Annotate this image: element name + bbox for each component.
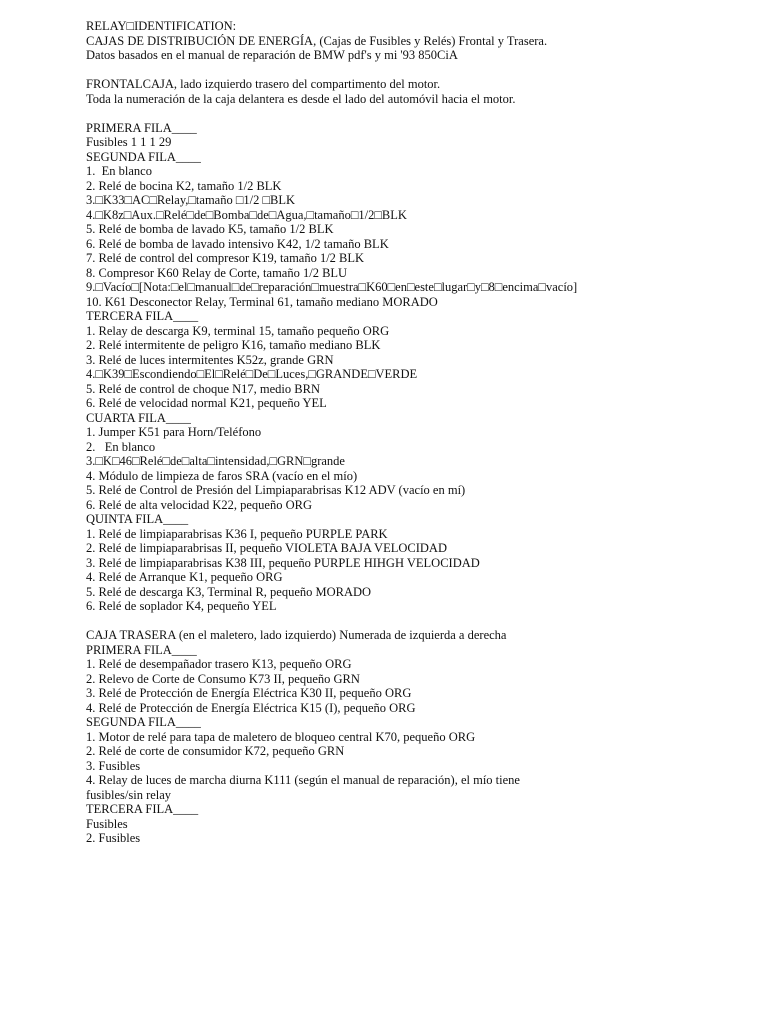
text-line: 6. Relé de soplador K4, pequeño YEL (86, 599, 277, 613)
text-line: Toda la numeración de la caja delantera es desde el lado del automóvil hacia el motor. (86, 91, 516, 106)
text-line: 3. Relé de Protección de Energía Eléctrica K30 II, pequeño ORG (86, 686, 412, 700)
text-line: SEGUNDA FILA____ (86, 149, 201, 164)
text-line: 1. Relé de desempañador trasero K13, pequeño ORG (86, 657, 352, 671)
text-line: 6. Relé de alta velocidad K22, pequeño ORG (86, 497, 312, 512)
text-line: 6. Relé de velocidad normal K21, pequeño YEL (86, 396, 327, 410)
text-line: 2. Relé de corte de consumidor K72, pequeño GRN (86, 744, 345, 758)
paragraph-gap (86, 106, 746, 121)
text-line: RELAY□IDENTIFICATION: (86, 19, 237, 33)
text-line: 4. Relé de Protección de Energía Eléctrica K15 (I), pequeño ORG (86, 700, 416, 715)
text-line: 7. Relé de control del compresor K19, tamaño 1/2 BLK (86, 251, 365, 265)
paragraph-gap (86, 614, 746, 629)
text-line: PRIMERA FILA____ (86, 120, 197, 135)
text-line: Fusibles 1 1 1 29 (86, 135, 172, 149)
text-line: 3. Relé de limpiaparabrisas K38 III, pequeño PURPLE HIHGH VELOCIDAD (86, 555, 480, 570)
text-line: 2. Relé de bocina K2, tamaño 1/2 BLK (86, 178, 282, 193)
text-line: CUARTA FILA____ (86, 410, 191, 425)
document-header (86, 19, 746, 63)
text-line: CAJA TRASERA (en el maletero, lado izquierdo) Numerada de izquierda a derecha (86, 628, 507, 642)
text-line: 1. Motor de relé para tapa de maletero de bloqueo central K70, pequeño ORG (86, 729, 476, 744)
text-line: 1. Relé de limpiaparabrisas K36 I, pequeño PURPLE PARK (86, 526, 388, 541)
text-line: 4. Relé de Arranque K1, pequeño ORG (86, 570, 283, 584)
text-line: fusibles/sin relay (86, 787, 172, 802)
text-line: FRONTALCAJA, lado izquierdo trasero del compartimento del motor. (86, 77, 441, 91)
text-line: 3. Relé de luces intermitentes K52z, grande GRN (86, 352, 334, 367)
text-line: 5. Relé de bomba de lavado K5, tamaño 1/2 BLK (86, 222, 334, 236)
text-line: 5. Relé de Control de Presión del Limpiaparabrisas K12 ADV (vacío en mí) (86, 483, 466, 497)
text-line: 1. Relay de descarga K9, terminal 15, tamaño pequeño ORG (86, 323, 390, 338)
text-line: 2. Fusibles (86, 831, 141, 845)
text-line: Fusibles (86, 816, 128, 831)
text-line: PRIMERA FILA____ (86, 642, 197, 657)
text-line: 2. Relé de limpiaparabrisas II, pequeño VIOLETA BAJA VELOCIDAD (86, 541, 447, 555)
paragraph-gap (86, 63, 746, 78)
text-line: 10. K61 Desconector Relay, Terminal 61, tamaño mediano MORADO (86, 294, 438, 309)
text-line: 3.□K□46□Relé□de□alta□intensidad,□GRN□grande (86, 454, 345, 468)
text-line: QUINTA FILA____ (86, 512, 189, 526)
text-line: 4.□K39□Escondiendo□El□Relé□De□Luces,□GRANDE□VERDE (86, 367, 418, 381)
text-line: 2. Relé intermitente de peligro K16, tamaño mediano BLK (86, 338, 381, 352)
text-line: 5. Relé de descarga K3, Terminal R, pequeño MORADO (86, 584, 372, 599)
rear-box-relay-list (86, 628, 746, 846)
text-line: TERCERA FILA____ (86, 802, 199, 816)
text-line: 8. Compresor K60 Relay de Corte, tamaño 1/2 BLU (86, 265, 348, 280)
text-line: 4.□K8z□Aux.□Relé□de□Bomba□de□Agua,□tamaño□1/2□BLK (86, 207, 407, 222)
text-line: 3. Fusibles (86, 758, 141, 773)
text-line: Datos basados en el manual de reparación de BMW pdf's y mi '93 850CiA (86, 48, 458, 62)
text-line: 3.□K33□AC□Relay,□tamaño □1/2 □BLK (86, 193, 296, 207)
front-box-relay-list (86, 121, 746, 614)
text-line: 1. Jumper K51 para Horn/Teléfono (86, 425, 262, 439)
document-body (86, 19, 746, 846)
front-box-intro (86, 77, 746, 106)
text-line: CAJAS DE DISTRIBUCIÓN DE ENERGÍA, (Cajas de Fusibles y Relés) Frontal y Trasera. (86, 33, 548, 48)
text-line: 2. Relevo de Corte de Consumo K73 II, pequeño GRN (86, 671, 360, 686)
text-line: 4. Relay de luces de marcha diurna K111 (según el manual de reparación), el mío tiene (86, 773, 520, 787)
text-line: 4. Módulo de limpieza de faros SRA (vacío en el mío) (86, 468, 358, 483)
text-line: 9.□Vacío□[Nota:□el□manual□de□reparación□muestra□K60□en□este□lugar□y□8□encima□vacío] (86, 280, 578, 294)
text-line: 5. Relé de control de choque N17, medio BRN (86, 381, 320, 396)
text-line: 2. En blanco (86, 439, 156, 454)
text-line: 6. Relé de bomba de lavado intensivo K42, 1/2 tamaño BLK (86, 236, 389, 251)
text-line: 1. En blanco (86, 164, 152, 178)
text-line: TERCERA FILA____ (86, 309, 199, 323)
text-line: SEGUNDA FILA____ (86, 715, 201, 729)
